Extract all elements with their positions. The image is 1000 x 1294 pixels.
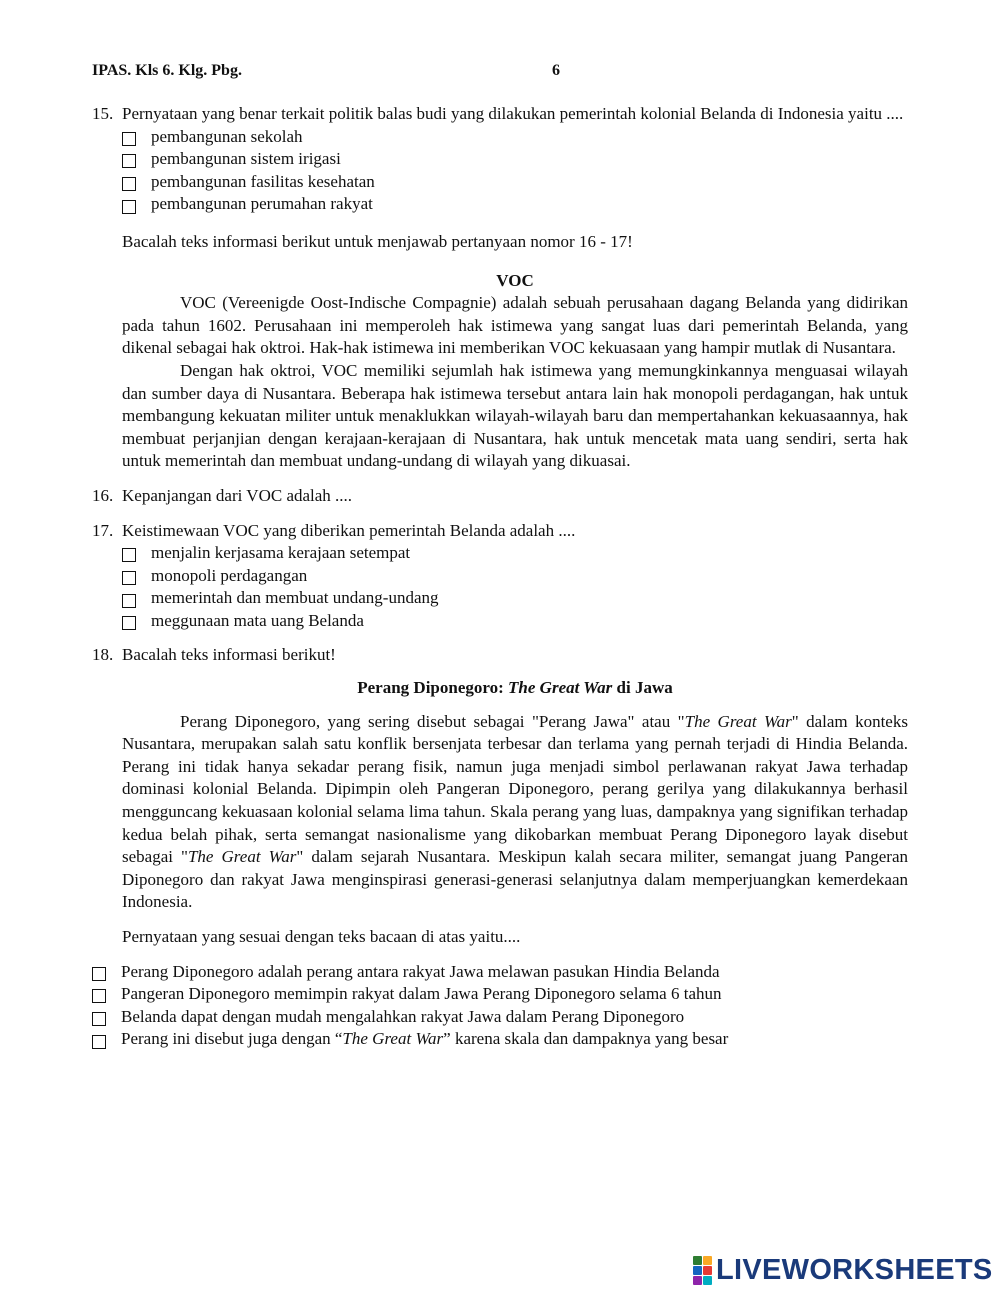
option-item[interactable]	[122, 148, 908, 171]
checkbox[interactable]	[122, 177, 136, 191]
paragraph-text: " dalam konteks Nusantara, merupakan salah satu konflik bersenjata terbesar dan terlama yang pernah terjadi di Hindia Belanda. Perang ini tidak hanya sekadar perang fisik, namun juga menjadi simbol perlawanan rakyat Jawa terhadap dominasi kolonial Belanda. Dipimpin oleh Pangeran Diponegoro, perang gerilya yang dilakukannya berhasil mengguncang kekuasaan kolonial selama lima tahun. Skala perang yang luas, dampaknya yang signifikan terhadap kedua belah pihak, serta semangat nasionalisme yang dikobarkan membuat Perang Diponegoro layak disebut sebagai "	[122, 711, 908, 867]
option-item[interactable]	[122, 171, 908, 194]
option-item[interactable]	[92, 1006, 908, 1029]
option-item[interactable]	[122, 542, 908, 565]
question-text: Bacalah teks informasi berikut!	[122, 645, 336, 665]
checkbox[interactable]	[122, 548, 136, 562]
option-label: monopoli perdagangan	[151, 565, 308, 585]
checkbox[interactable]	[92, 1035, 106, 1049]
option-label: pembangunan fasilitas kesehatan	[151, 171, 375, 191]
question-prompt: Pernyataan yang sesuai dengan teks bacaan di atas yaitu....	[122, 927, 521, 946]
question-16	[92, 485, 908, 508]
option-label: pembangunan perumahan rakyat	[151, 194, 373, 214]
title-prefix: Perang Diponegoro:	[357, 678, 509, 698]
checkbox[interactable]	[92, 1012, 106, 1026]
checkbox[interactable]	[92, 989, 106, 1003]
logo-tile	[693, 1256, 702, 1265]
checkbox[interactable]	[122, 132, 136, 146]
question-number: 17.	[92, 520, 114, 540]
logo-tile	[703, 1266, 712, 1275]
option-label: memerintah dan membuat undang-undang	[151, 588, 439, 608]
option-item[interactable]	[122, 193, 908, 216]
option-item[interactable]	[92, 983, 908, 1006]
logo-tile	[693, 1266, 702, 1275]
option-text: Perang ini disebut juga dengan “	[121, 1029, 343, 1049]
option-label: meggunaan mata uang Belanda	[151, 610, 364, 630]
option-list	[92, 961, 908, 1051]
voc-paragraph-2: Dengan hak oktroi, VOC memiliki sejumlah hak istimewa yang memungkinkannya menguasai wilayah dan sumber daya di Nusantara. Beberapa hak istimewa tersebut antara lain hak monopoli perdagangan, hak untuk membangung kekuatan militer untuk menaklukkan wilayah-wilayah baru dan mempertahankan kekuasaannya, hak membuat perjanjian dengan kerajaan-kerajaan di Nusantara, hak untuk mencetak mata uang sendiri, serta hak untuk memerintah dan membuat undang-undang di wilayah yang dikuasai.	[122, 360, 908, 471]
checkbox[interactable]	[122, 616, 136, 630]
checkbox[interactable]	[92, 967, 106, 981]
page-number: 6	[552, 62, 560, 79]
title-suffix: di Jawa	[612, 678, 673, 698]
logo-tile	[693, 1276, 702, 1285]
logo-tile	[703, 1276, 712, 1285]
paragraph-italic: The Great War	[684, 711, 792, 731]
brand-text: LIVEWORKSHEETS	[716, 1253, 993, 1286]
worksheet-content	[92, 103, 908, 1051]
paragraph-text: " dalam sejarah Nusantara. Meskipun kalah secara militer, semangat juang Pangeran Diponegoro dan rakyat Jawa menginspirasi generasi-generasi selanjutnya dalam memperjuangkan kemerdekaan Indonesia.	[122, 847, 908, 912]
header-title: IPAS. Kls 6. Klg. Pbg.	[92, 62, 242, 79]
question-17	[92, 520, 908, 633]
option-item[interactable]	[92, 1028, 908, 1051]
option-list	[122, 126, 908, 216]
option-text: ” karena skala dan dampaknya yang besar	[443, 1029, 729, 1049]
option-item[interactable]	[92, 961, 908, 984]
voc-paragraph-1: VOC (Vereenigde Oost-Indische Compagnie) adalah sebuah perusahaan dagang Belanda yang didirikan pada tahun 1602. Perusahaan ini memperoleh hak istimewa yang sangat luas dari pemerintah Belanda, yang dikenal sebagai hak oktroi. Hak-hak istimewa ini memberikan VOC kekuasaan yang hampir mutlak di Nusantara.	[122, 293, 908, 358]
option-label: pembangunan sistem irigasi	[151, 149, 341, 169]
liveworksheets-brand	[693, 1253, 993, 1287]
option-item[interactable]	[122, 126, 908, 149]
paragraph-italic: The Great War	[187, 847, 297, 867]
diponegoro-title	[122, 677, 908, 700]
option-list	[122, 542, 908, 632]
instruction-16-17: Bacalah teks informasi berikut untuk menjawab pertanyaan nomor 16 - 17!	[122, 231, 633, 251]
option-label	[121, 1028, 728, 1051]
checkbox[interactable]	[122, 154, 136, 168]
option-label: Perang Diponegoro adalah perang antara rakyat Jawa melawan pasukan Hindia Belanda	[121, 961, 720, 981]
title-italic: The Great War	[508, 678, 613, 698]
voc-title: VOC	[496, 270, 534, 290]
checkbox[interactable]	[122, 594, 136, 608]
option-label: pembangunan sekolah	[151, 126, 303, 146]
checkbox[interactable]	[122, 571, 136, 585]
option-label: Belanda dapat dengan mudah mengalahkan rakyat Jawa dalam Perang Diponegoro	[121, 1006, 685, 1026]
diponegoro-paragraph	[122, 711, 908, 914]
option-label: menjalin kerjasama kerajaan setempat	[151, 543, 411, 563]
question-text: Keistimewaan VOC yang diberikan pemerintah Belanda adalah ....	[122, 520, 576, 540]
option-item[interactable]	[122, 565, 908, 588]
option-label: Pangeran Diponegoro memimpin rakyat dalam Jawa Perang Diponegoro selama 6 tahun	[121, 984, 722, 1004]
question-18	[92, 644, 908, 1051]
voc-reading	[92, 270, 908, 473]
liveworksheets-logo-icon	[693, 1256, 712, 1285]
option-item[interactable]	[122, 587, 908, 610]
question-number: 16.	[92, 485, 114, 505]
question-15	[92, 103, 908, 216]
question-text: Pernyataan yang benar terkait politik balas budi yang dilakukan pemerintah kolonial Belanda di Indonesia yaitu ....	[122, 104, 904, 123]
checkbox[interactable]	[122, 200, 136, 214]
paragraph-text: Perang Diponegoro, yang sering disebut sebagai "Perang Jawa" atau "	[180, 711, 685, 731]
option-italic: The Great War	[342, 1029, 444, 1049]
option-item[interactable]	[122, 610, 908, 633]
question-number: 18.	[92, 645, 114, 665]
question-number: 15.	[92, 104, 114, 123]
logo-tile	[703, 1256, 712, 1265]
question-text: Kepanjangan dari VOC adalah ....	[122, 485, 353, 505]
